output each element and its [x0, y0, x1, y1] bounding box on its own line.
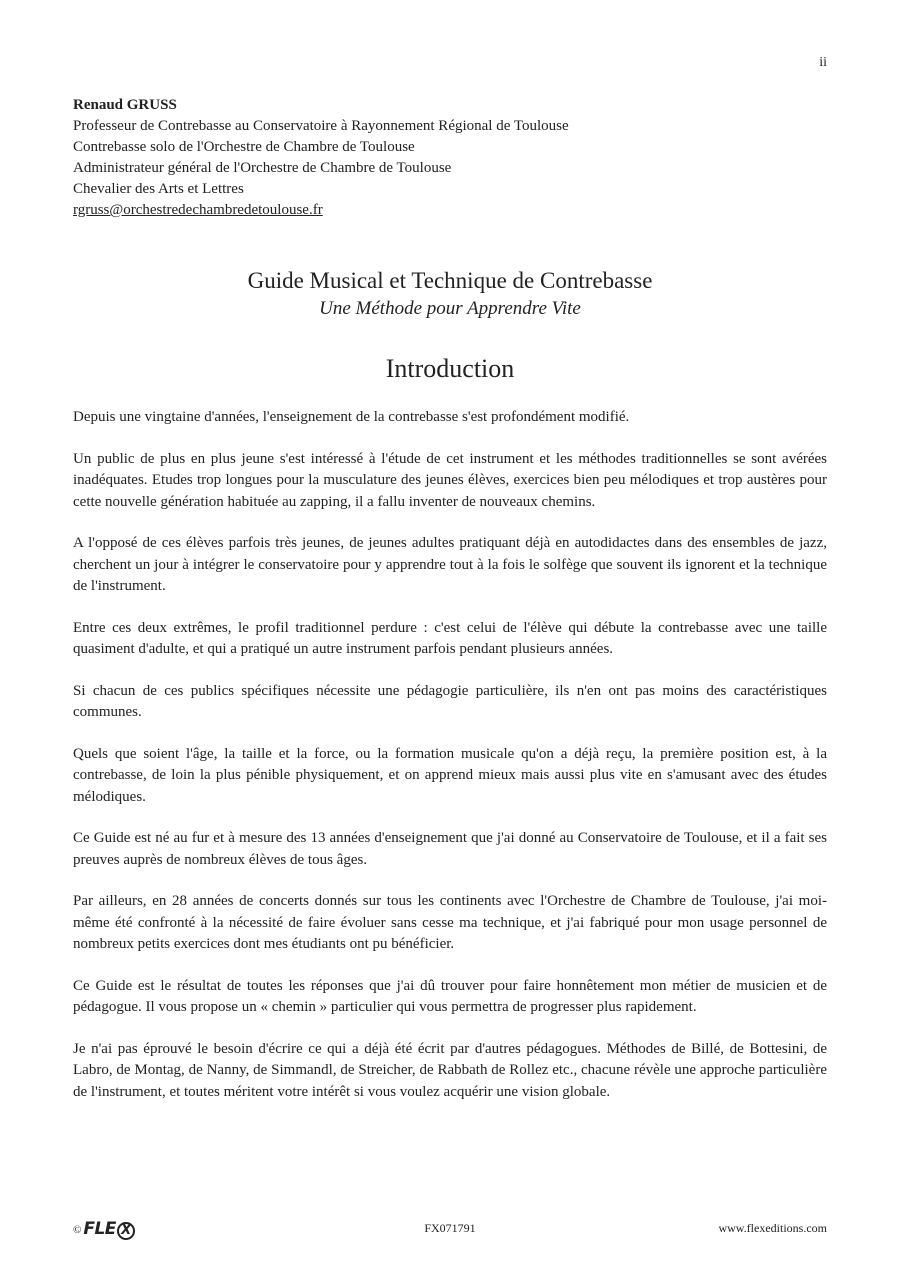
body-text	[73, 407, 827, 1123]
paragraph: A l'opposé de ces élèves parfois très jeunes, de jeunes adultes pratiquant déjà en autodidactes dans des ensembles de jazz, cherchent un jour à intégrer le conservatoire pour y apprendre tout à la fois le solfège que souvent ils ignorent et la technique de l'instrument.	[73, 535, 827, 594]
document-subtitle: Une Méthode pour Apprendre Vite	[319, 298, 581, 319]
author-block	[73, 95, 569, 221]
paragraph: Je n'ai pas éprouvé le besoin d'écrire ce qui a déjà été écrit par d'autres pédagogues. Méthodes de Billé, de Bottesini, de Labro, de Montag, de Nanny, de Simmandl, de Streicher, de Rabbath de Rollez etc., chacune révèle une approche particulière de l'instrument, et toutes méritent votre intérêt si vous voulez acquérir une vision globale.	[73, 1040, 827, 1100]
author-line: Chevalier des Arts et Lettres	[73, 181, 244, 197]
paragraph: Depuis une vingtaine d'années, l'enseignement de la contrebasse s'est profondément modifié.	[73, 409, 630, 425]
paragraph: Ce Guide est le résultat de toutes les réponses que j'ai dû trouver pour faire honnêtement mon métier de musicien et de pédagogue. Il vous propose un « chemin » particulier qui vous permettra de progresser plus rapidement.	[73, 977, 827, 1015]
logo-text: FLE	[83, 1219, 116, 1239]
page-footer	[73, 1219, 827, 1239]
paragraph: Quels que soient l'âge, la taille et la force, ou la formation musicale qu'on a déjà reçu, la première position est, à la contrebasse, de loin la plus pénible physiquement, et on apprend mieux mais aussi plus vite en s'amusant avec des études mélodiques.	[73, 745, 827, 805]
publisher-website-link[interactable]: www.flexeditions.com	[718, 1221, 827, 1235]
author-email-link[interactable]: rgruss@orchestredechambredetoulouse.fr	[73, 202, 323, 218]
paragraph: Un public de plus en plus jeune s'est intéressé à l'étude de cet instrument et les méthodes traditionnelles se sont avérées inadéquates. Etudes trop longues pour la musculature des jeunes élèves, exercices bien peu mélodiques et trop austères pour cette nouvelle génération habituée au zapping, il a fallu inventer de nouveaux chemins.	[73, 450, 827, 510]
paragraph: Par ailleurs, en 28 années de concerts donnés sur tous les continents avec l'Orchestre de Chambre de Toulouse, j'ai moi-même été confronté à la nécessité de faire évoluer sans cesse ma technique, et j'ai fabriqué pour mon usage personnel de nombreux petits exercices dont mes étudiants ont pu bénéficier.	[73, 893, 827, 952]
author-name: Renaud GRUSS	[73, 97, 177, 113]
author-line: Administrateur général de l'Orchestre de Chambre de Toulouse	[73, 160, 452, 176]
document-title: Guide Musical et Technique de Contrebasse	[247, 268, 653, 293]
paragraph: Si chacun de ces publics spécifiques nécessite une pédagogie particulière, ils n'en ont pas moins des caractéristiques communes.	[73, 682, 827, 720]
title-block	[0, 266, 900, 322]
paragraph: Entre ces deux extrêmes, le profil traditionnel perdure : c'est celui de l'élève qui débute la contrebasse avec une taille quasiment d'adulte, et qui a pratiqué un autre instrument parfois pendant plusieurs années.	[73, 619, 827, 657]
author-line: Contrebasse solo de l'Orchestre de Chambre de Toulouse	[73, 139, 415, 155]
logo-x-mark: X	[117, 1222, 135, 1240]
catalog-code: FX071791	[424, 1221, 476, 1235]
paragraph: Ce Guide est né au fur et à mesure des 13 années d'enseignement que j'ai donné au Conservatoire de Toulouse, et il a fait ses preuves auprès de nombreux élèves de tous âges.	[73, 830, 827, 868]
section-heading: Introduction	[385, 354, 515, 383]
page-number: ii	[819, 55, 827, 70]
copyright-symbol: ©	[73, 1223, 82, 1236]
author-line: Professeur de Contrebasse au Conservatoire à Rayonnement Régional de Toulouse	[73, 118, 569, 134]
